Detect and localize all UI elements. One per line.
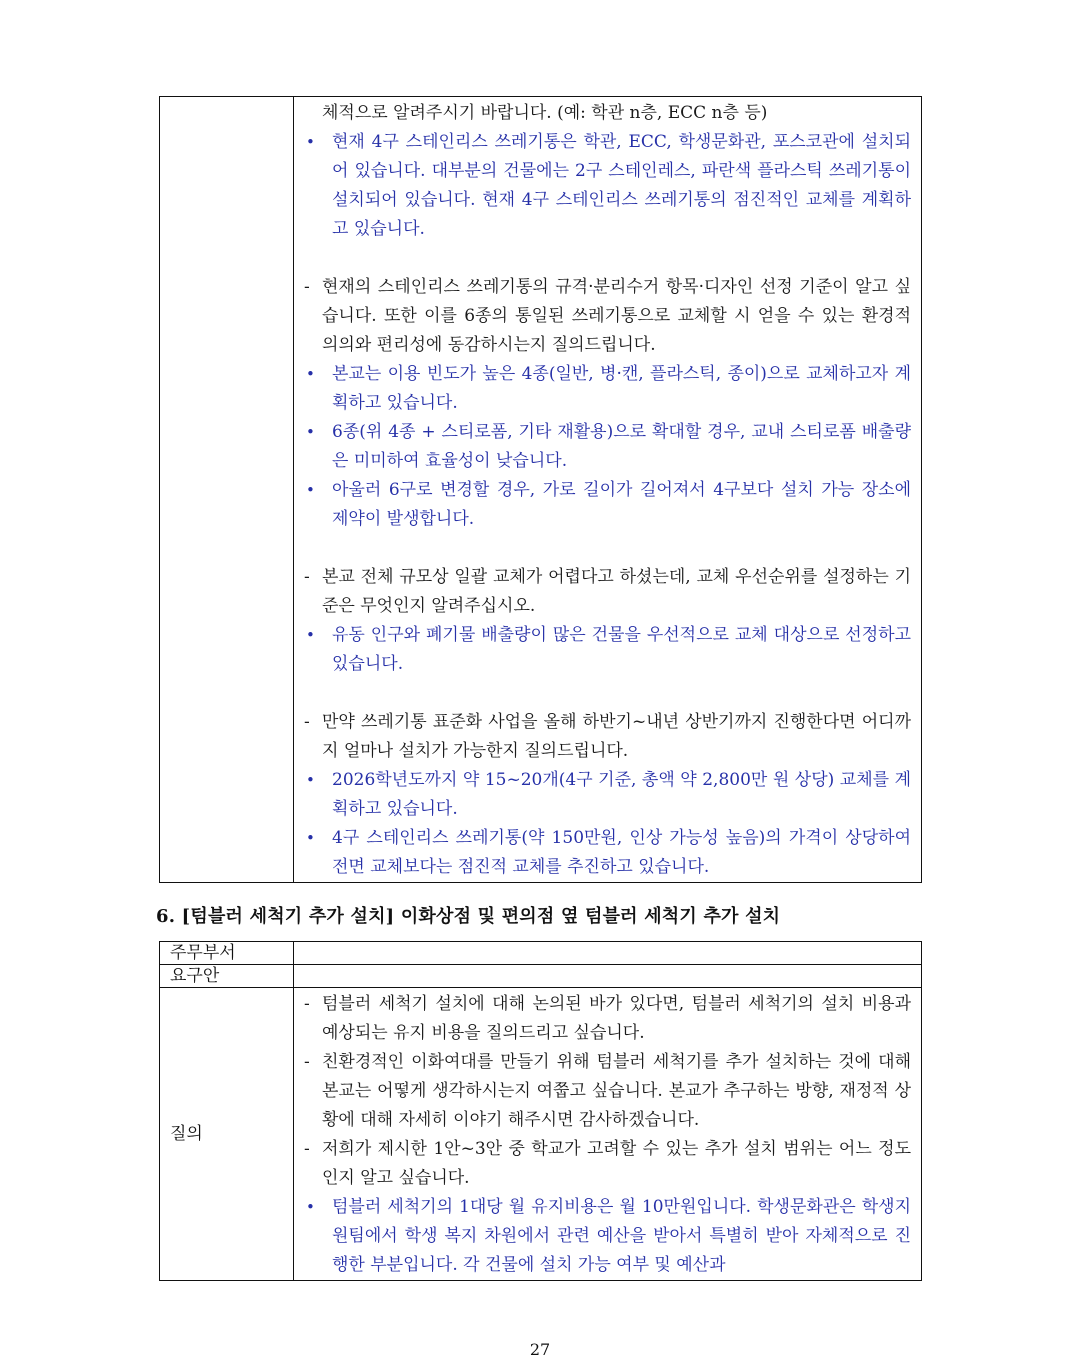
dash-mark: -	[304, 567, 310, 587]
bullet-icon: •	[306, 423, 315, 441]
spacer	[304, 679, 911, 708]
spacer	[304, 244, 911, 273]
answer-bullet: • 텀블러 세척기의 1대당 월 유지비용은 월 10만원입니다. 학생문화관은 학생지원팀에서 학생 복지 차원에서 관련 예산을 받아서 특별히 받아 자체적으로 진행한 부분입니다. 각 건물에 설치 가능 여부 및 예산과	[304, 1193, 911, 1280]
bullet-icon: •	[306, 365, 315, 383]
question-item: - 만약 쓰레기통 표준화 사업을 올해 하반기~내년 상반기까지 진행한다면 어디까지 얼마나 설치가 가능한지 질의드립니다.	[304, 708, 911, 766]
dash-mark: -	[304, 1052, 310, 1072]
bullet-icon: •	[306, 771, 315, 789]
bullet-icon: •	[306, 829, 315, 847]
answer-bullet: • 유동 인구와 폐기물 배출량이 많은 건물을 우선적으로 교체 대상으로 선정하고 있습니다.	[304, 621, 911, 679]
page-number: 27	[529, 1340, 551, 1359]
label-cell-empty	[160, 97, 294, 883]
label-dept: 주무부서	[160, 942, 294, 965]
section-heading: 6. [텀블러 세척기 추가 설치] 이화상점 및 편의점 옆 텀블러 세척기 추가 설치	[156, 906, 781, 927]
answer-bullet: • 6종(위 4종 + 스티로폼, 기타 재활용)으로 확대할 경우, 교내 스티로폼 배출량은 미미하여 효율성이 낮습니다.	[304, 418, 911, 476]
dash-mark: -	[304, 277, 310, 297]
answer-bullet: • 4구 스테인리스 쓰레기통(약 150만원, 인상 가능성 높음)의 가격이 상당하여 전면 교체보다는 점진적 교체를 추진하고 있습니다.	[304, 824, 911, 882]
inquiry-table-5-continued	[159, 96, 922, 883]
question-item: - 텀블러 세척기 설치에 대해 논의된 바가 있다면, 텀블러 세척기의 설치 비용과 예상되는 유지 비용을 질의드리고 싶습니다.	[304, 990, 911, 1048]
question-item: - 현재의 스테인리스 쓰레기통의 규격·분리수거 항목·디자인 선정 기준이 알고 싶습니다. 또한 이를 6종의 통일된 쓰레기통으로 교체할 시 얻을 수 있는 환경적 의의와 편리성에 동감하시는지 질의드립니다.	[304, 273, 911, 360]
bullet-icon: •	[306, 481, 315, 499]
inquiry-content-cell	[294, 988, 922, 1281]
bullet-icon: •	[306, 626, 315, 644]
label-request: 요구안	[160, 965, 294, 988]
spacer	[304, 534, 911, 563]
inquiry-table-6	[159, 941, 922, 1281]
answer-bullet: • 현재 4구 스테인리스 쓰레기통은 학관, ECC, 학생문화관, 포스코관에 설치되어 있습니다. 대부분의 건물에는 2구 스테인레스, 파란색 플라스틱 쓰레기통이 설치되어 있습니다. 현재 4구 스테인리스 쓰레기통의 점진적인 교체를 계획하고 있습니다.	[304, 128, 911, 244]
content-cell	[294, 97, 922, 883]
question-item: - 저희가 제시한 1안~3안 중 학교가 고려할 수 있는 추가 설치 범위는 어느 정도인지 알고 싶습니다.	[304, 1135, 911, 1193]
dept-value	[294, 942, 922, 965]
answer-bullet: • 아울러 6구로 변경할 경우, 가로 길이가 길어져서 4구보다 설치 가능 장소에 제약이 발생합니다.	[304, 476, 911, 534]
bullet-icon: •	[306, 1198, 315, 1216]
request-value	[294, 965, 922, 988]
question-item: - 친환경적인 이화여대를 만들기 위해 텀블러 세척기를 추가 설치하는 것에 대해 본교는 어떻게 생각하시는지 여쭙고 싶습니다. 본교가 추구하는 방향, 재정적 상황에 대해 자세히 이야기 해주시면 감사하겠습니다.	[304, 1048, 911, 1135]
question-item: - 본교 전체 규모상 일괄 교체가 어렵다고 하셨는데, 교체 우선순위를 설정하는 기준은 무엇인지 알려주십시오.	[304, 563, 911, 621]
answer-bullet: • 본교는 이용 빈도가 높은 4종(일반, 병·캔, 플라스틱, 종이)으로 교체하고자 계획하고 있습니다.	[304, 360, 911, 418]
bullet-icon: •	[306, 133, 315, 151]
dash-mark: -	[304, 994, 310, 1014]
answer-bullet: • 2026학년도까지 약 15~20개(4구 기준, 총액 약 2,800만 원 상당) 교체를 계획하고 있습니다.	[304, 766, 911, 824]
dash-mark: -	[304, 1139, 310, 1159]
label-inquiry: 질의	[160, 988, 294, 1281]
dash-mark: -	[304, 712, 310, 732]
question-continuation: 체적으로 알려주시기 바랍니다. (예: 학관 n층, ECC n층 등)	[322, 103, 768, 123]
